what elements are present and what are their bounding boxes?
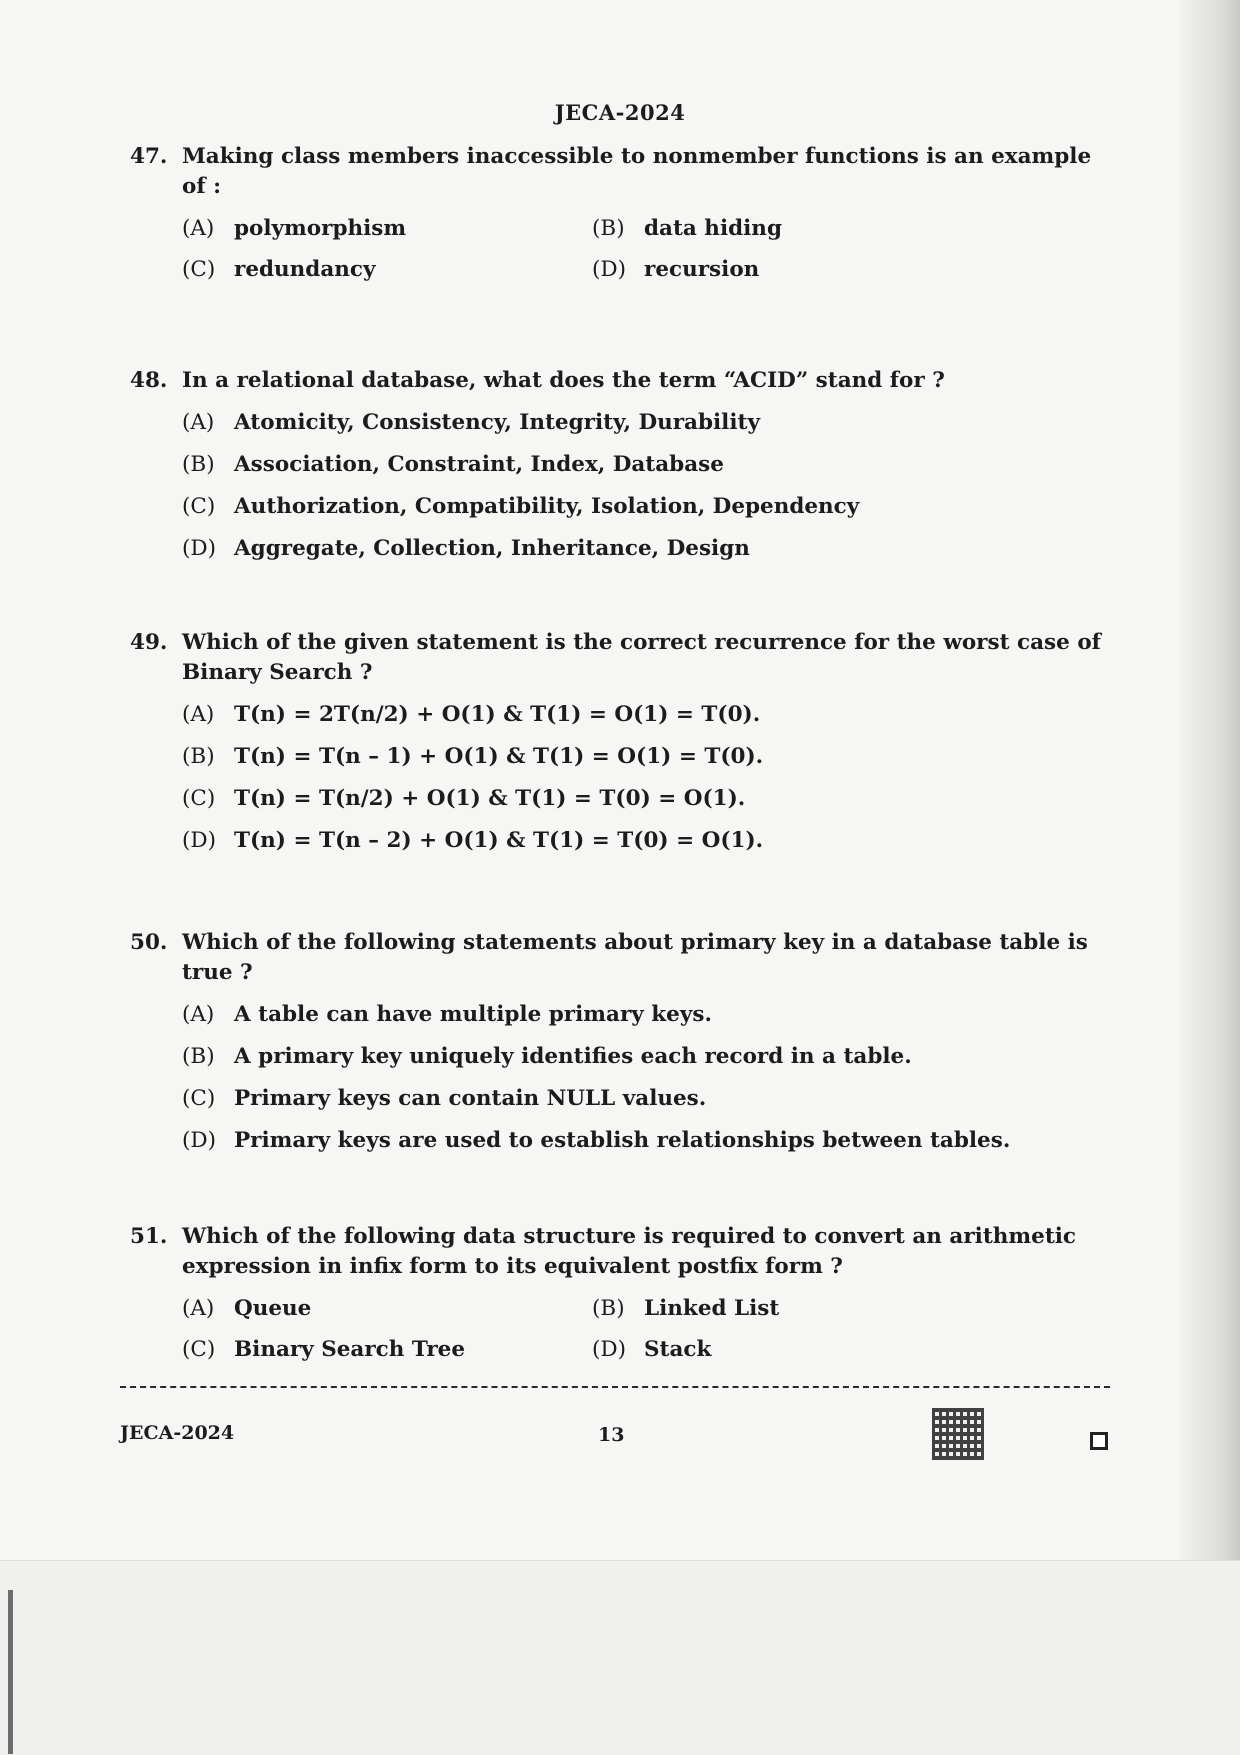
- option-c: (C) Primary keys can contain NULL values.: [182, 1086, 707, 1111]
- option-d: (D) T(n) = T(n – 2) + O(1) & T(1) = T(0) = O(1).: [182, 828, 764, 853]
- qr-code-icon: [932, 1408, 984, 1460]
- question-text: Which of the following statements about primary key in a database table is true ?: [182, 930, 1088, 985]
- question-47: [130, 142, 1110, 285]
- question-51: [130, 1222, 1110, 1365]
- option-b: (B) Association, Constraint, Index, Database: [182, 452, 724, 477]
- question-text: In a relational database, what does the term “ACID” stand for ?: [182, 368, 945, 393]
- question-48: [130, 366, 1110, 564]
- option-a: (A) polymorphism: [182, 216, 407, 241]
- option-c: (C) T(n) = T(n/2) + O(1) & T(1) = T(0) = O(1).: [182, 786, 746, 811]
- scan-edge: [8, 1590, 13, 1754]
- footer-divider: [120, 1386, 1110, 1388]
- option-c: (C) Authorization, Compatibility, Isolation, Dependency: [182, 494, 860, 519]
- footer-code: JECA-2024: [120, 1422, 235, 1444]
- option-b: (B) T(n) = T(n – 1) + O(1) & T(1) = O(1) = T(0).: [182, 744, 764, 769]
- option-a: (A) T(n) = 2T(n/2) + O(1) & T(1) = O(1) = T(0).: [182, 702, 761, 727]
- question-text: Making class members inaccessible to nonmember functions is an example of :: [182, 144, 1092, 199]
- page-fold: [0, 1560, 1240, 1755]
- option-b: (B) Linked List: [592, 1296, 780, 1321]
- question-number: 47.: [130, 144, 168, 169]
- option-a: (A) Queue: [182, 1296, 312, 1321]
- question-text: Which of the given statement is the correct recurrence for the worst case of Binary Search ?: [182, 630, 1101, 685]
- option-d: (D) Stack: [592, 1337, 712, 1362]
- option-a: (A) Atomicity, Consistency, Integrity, Durability: [182, 410, 760, 435]
- option-d: (D) Aggregate, Collection, Inheritance, Design: [182, 536, 750, 561]
- question-number: 48.: [130, 368, 168, 393]
- question-number: 51.: [130, 1224, 168, 1249]
- question-number: 49.: [130, 630, 168, 655]
- option-d: (D) Primary keys are used to establish relationships between tables.: [182, 1128, 1011, 1153]
- question-number: 50.: [130, 930, 168, 955]
- option-c: (C) Binary Search Tree: [182, 1337, 465, 1362]
- option-c: (C) redundancy: [182, 257, 376, 282]
- option-a: (A) A table can have multiple primary keys.: [182, 1002, 712, 1027]
- question-49: [130, 628, 1110, 856]
- binding-shadow: [1180, 0, 1240, 1620]
- option-b: (B) A primary key uniquely identifies each record in a table.: [182, 1044, 912, 1069]
- question-50: [130, 928, 1110, 1156]
- square-marker-icon: [1090, 1432, 1108, 1450]
- question-text: Which of the following data structure is required to convert an arithmetic expression in infix form to its equivalent postfix form ?: [182, 1224, 1077, 1279]
- option-b: (B) data hiding: [592, 216, 782, 241]
- page-number: 13: [598, 1424, 625, 1446]
- page-title: JECA-2024: [554, 100, 686, 125]
- option-d: (D) recursion: [592, 257, 760, 282]
